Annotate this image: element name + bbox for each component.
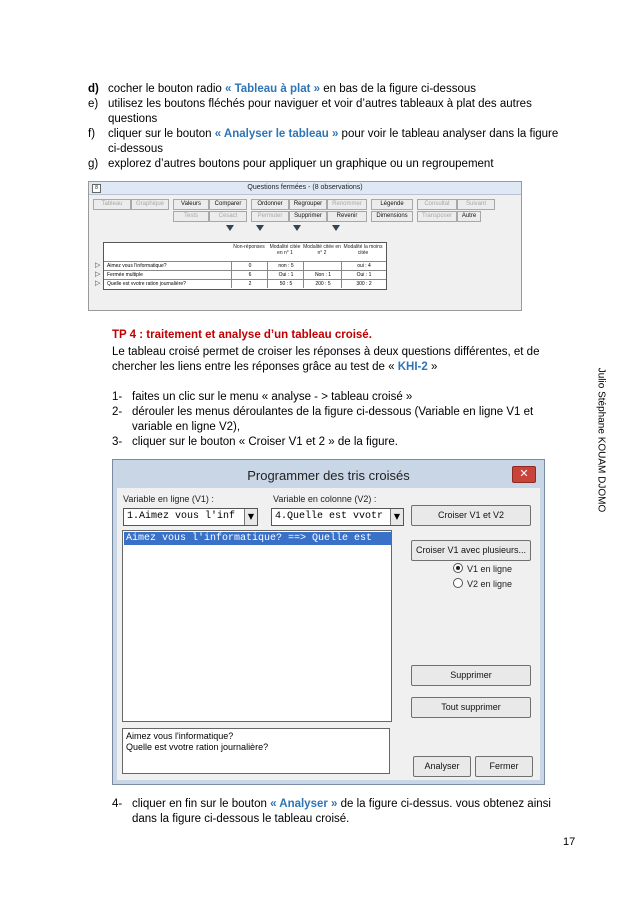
btn-autre[interactable]: Autre bbox=[457, 211, 481, 222]
btn-valeurs[interactable]: Valeurs bbox=[173, 199, 209, 210]
button-name: « Analyser le tableau » bbox=[214, 128, 339, 140]
item-d: d) cocher le bouton radio « Tableau à plat » en bas de la figure ci-dessous bbox=[88, 83, 476, 95]
item-label: e) bbox=[88, 98, 99, 110]
step-number: 2- bbox=[112, 406, 123, 418]
table-row[interactable] bbox=[104, 261, 386, 270]
analyser-term: « Analyser » bbox=[270, 798, 338, 810]
radio-v1-en-ligne[interactable]: V1 en ligne bbox=[453, 563, 512, 574]
radio-v2-en-ligne[interactable]: V2 en ligne bbox=[453, 578, 512, 589]
window-titlebar bbox=[89, 182, 521, 195]
cell: 50 : 5 bbox=[267, 280, 304, 288]
cell: 0 bbox=[231, 262, 268, 270]
item-g: g) explorez d’autres boutons pour appliquer un graphique ou un regroupement bbox=[88, 158, 494, 170]
cell bbox=[303, 262, 342, 270]
close-icon[interactable]: ✕ bbox=[512, 466, 536, 483]
btn-comparer[interactable]: Comparer bbox=[209, 199, 247, 210]
chevron-down-icon[interactable]: ▼ bbox=[390, 509, 403, 525]
step-1: 1- faites un clic sur le menu « analyse - > tableau croisé » bbox=[112, 391, 413, 403]
khi2-term: KHI-2 bbox=[397, 361, 428, 373]
btn-permuter[interactable]: Permuter bbox=[251, 211, 289, 222]
list-item[interactable]: Aimez vous l'informatique? ==> Quelle est bbox=[124, 532, 392, 545]
side-author: Julio Stéphane KOUAM DJOMO bbox=[595, 367, 607, 513]
tout-supprimer-button[interactable]: Tout supprimer bbox=[411, 697, 531, 718]
label-v1: Variable en ligne (V1) : bbox=[123, 494, 214, 504]
select-v1[interactable]: 1.Aimez vous l'inf ▼ bbox=[123, 508, 258, 526]
step-4-cont: dans la figure ci-dessous le tableau croisé. bbox=[132, 813, 350, 825]
item-e-cont: questions bbox=[108, 113, 158, 125]
cell: oui : 4 bbox=[341, 262, 386, 270]
row-arrow-icon[interactable]: ▷ bbox=[95, 271, 101, 278]
analyser-button[interactable]: Analyser bbox=[413, 756, 471, 777]
item-label: f) bbox=[88, 128, 96, 140]
cell: 2 bbox=[231, 280, 268, 288]
pairs-listbox[interactable] bbox=[122, 530, 392, 722]
step-number: 3- bbox=[112, 436, 123, 448]
row-arrow-icon[interactable]: ▷ bbox=[95, 280, 101, 287]
btn-ordonner[interactable]: Ordonner bbox=[251, 199, 289, 210]
arrow-down-icon[interactable] bbox=[256, 225, 264, 231]
step-2: 2- dérouler les menus déroulantes de la figure ci-dessous (Variable en ligne V1 et bbox=[112, 406, 534, 418]
radio-checked-icon[interactable] bbox=[453, 563, 463, 573]
cell: 300 : 2 bbox=[341, 280, 386, 288]
item-f-cont: ci-dessous bbox=[108, 143, 163, 155]
btn-renommer[interactable]: Renommer bbox=[327, 199, 367, 210]
btn-cesact[interactable]: Cesact bbox=[209, 211, 247, 222]
col-header: Modalité citée en n° 1 bbox=[269, 244, 301, 256]
arrow-down-icon[interactable] bbox=[226, 225, 234, 231]
item-label: d) bbox=[88, 83, 99, 95]
item-label: g) bbox=[88, 158, 99, 170]
tp4-para-line1: Le tableau croisé permet de croiser les réponses à deux questions différentes, et de bbox=[112, 346, 540, 358]
radio-unchecked-icon[interactable] bbox=[453, 578, 463, 588]
window-title: Questions fermées - (8 observations) bbox=[247, 184, 363, 191]
tp4-para-line2: chercher les liens entre les réponses grâce au test de « KHI-2 » bbox=[112, 361, 438, 373]
dialog-title: Programmer des tris croisés bbox=[117, 464, 540, 488]
step-number: 1- bbox=[112, 391, 123, 403]
croiser-button[interactable]: Croiser V1 et V2 bbox=[411, 505, 531, 526]
btn-tests[interactable]: Tests bbox=[173, 211, 209, 222]
cell: non : 5 bbox=[267, 262, 304, 270]
screenshot-tris-croises bbox=[112, 459, 545, 785]
step-3: 3- cliquer sur le bouton « Croiser V1 et 2 » de la figure. bbox=[112, 436, 398, 448]
radio-name: « Tableau à plat » bbox=[225, 83, 321, 95]
col-header: Modalité citée en n° 2 bbox=[303, 244, 341, 256]
select-v2[interactable]: 4.Quelle est vvotr ▼ bbox=[271, 508, 404, 526]
arrow-down-icon[interactable] bbox=[293, 225, 301, 231]
btn-suivant[interactable]: Suivant bbox=[457, 199, 495, 210]
cell: 200 : 5 bbox=[303, 280, 342, 288]
cell: Oui : 1 bbox=[341, 271, 386, 279]
row-question: Fermée multiple bbox=[107, 272, 143, 278]
chevron-down-icon[interactable]: ▼ bbox=[244, 509, 257, 525]
btn-supprimer[interactable]: Supprimer bbox=[289, 211, 327, 222]
screenshot-tableau-plat bbox=[88, 181, 522, 311]
flat-table bbox=[103, 242, 387, 290]
btn-graphique[interactable]: Graphique bbox=[131, 199, 169, 210]
label-v2: Variable en colonne (V2) : bbox=[273, 494, 377, 504]
cell: Non : 1 bbox=[303, 271, 342, 279]
supprimer-button[interactable]: Supprimer bbox=[411, 665, 531, 686]
btn-tableau[interactable]: Tableau bbox=[93, 199, 131, 210]
window-icon: 8 bbox=[92, 184, 101, 193]
row-arrow-icon[interactable]: ▷ bbox=[95, 262, 101, 269]
croiser-plusieurs-button[interactable]: Croiser V1 avec plusieurs... bbox=[411, 540, 531, 561]
fermer-button[interactable]: Fermer bbox=[475, 756, 533, 777]
arrow-down-icon[interactable] bbox=[332, 225, 340, 231]
btn-dimensions[interactable]: Dimensions bbox=[371, 211, 413, 222]
memo-line: Aimez vous l'informatique? bbox=[126, 731, 234, 741]
step-number: 4- bbox=[112, 798, 123, 810]
btn-regrouper[interactable]: Regrouper bbox=[289, 199, 327, 210]
memo-line: Quelle est vvotre ration journalière? bbox=[126, 742, 269, 752]
btn-transposer[interactable]: Transposer bbox=[417, 211, 457, 222]
row-question: Aimez vous l'informatique? bbox=[107, 263, 167, 269]
page-number: 17 bbox=[563, 836, 576, 848]
questions-memo[interactable] bbox=[122, 728, 390, 774]
btn-consultat[interactable]: Consultat bbox=[417, 199, 457, 210]
item-f: f) cliquer sur le bouton « Analyser le tableau » pour voir le tableau analyser dans la figure bbox=[88, 128, 559, 140]
col-header: Modalité la moins citée bbox=[343, 244, 383, 256]
item-e: e) utilisez les boutons fléchés pour naviguer et voir d’autres tableaux à plat des autres bbox=[88, 98, 532, 110]
table-row[interactable] bbox=[104, 279, 386, 288]
row-question: Quelle est vvotre ration journalière? bbox=[107, 281, 186, 287]
cell: Oui : 1 bbox=[267, 271, 304, 279]
tp4-heading: TP 4 : traitement et analyse d’un tableau croisé. bbox=[112, 329, 372, 341]
table-row[interactable] bbox=[104, 270, 386, 279]
cell: 6 bbox=[231, 271, 268, 279]
step-4: 4- cliquer en fin sur le bouton « Analyser » de la figure ci-dessus. vous obtenez ainsi bbox=[112, 798, 551, 810]
btn-legende[interactable]: Légende bbox=[371, 199, 413, 210]
btn-revenir[interactable]: Revenir bbox=[327, 211, 367, 222]
col-header: Non-réponses bbox=[233, 244, 265, 250]
step-2-cont: variable en ligne V2), bbox=[132, 421, 241, 433]
